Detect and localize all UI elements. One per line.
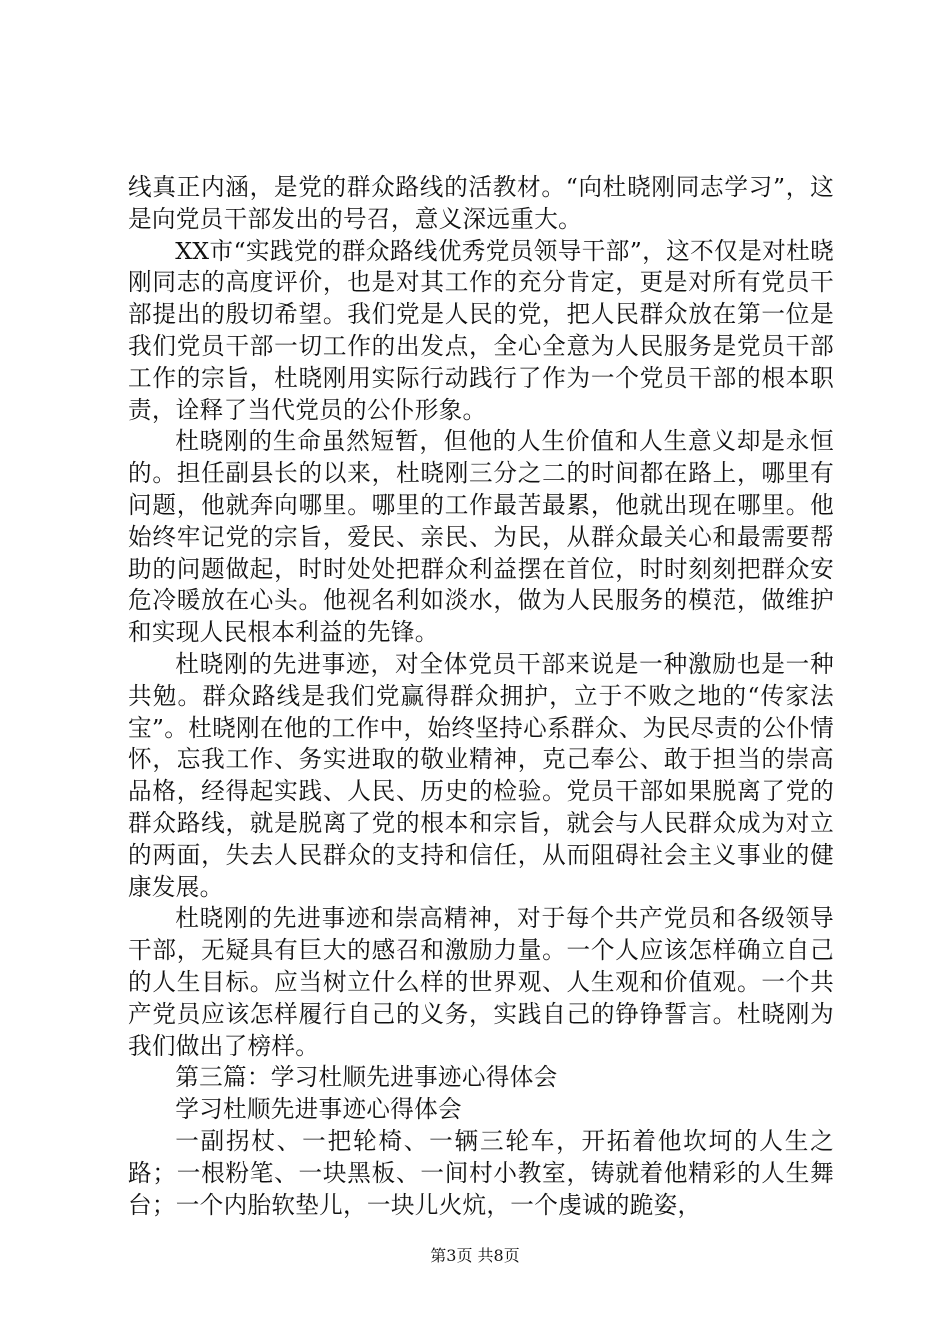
paragraph-life-value: 杜晓刚的生命虽然短暂，但他的人生价值和人生意义却是永恒的。担任副县长的以来，杜晓刚三分之二的时间都在路上，哪里有问题，他就奔向哪里。哪里的工作最苦最累，他就出现在哪里。他始终牢记党的宗旨，爱民、亲民、为民，从群众最关心和最需要帮助的问题做起，时时处处把群众利益摆在首位，时时刻刻把群众安危冷暖放在心头。他视名利如淡水，做为人民服务的模范，做维护和实现人民根本利益的先锋。 [128, 427, 834, 647]
section-heading: 第三篇：学习杜顺先进事迹心得体会 [175, 1063, 558, 1092]
paragraph-continuation: 线真正内涵，是党的群众路线的活教材。“向杜晓刚同志学习”，这是向党员干部发出的号召，意义深远重大。 [128, 173, 834, 233]
document-body [128, 172, 834, 1221]
paragraph-role-model: 杜晓刚的先进事迹和崇高精神，对于每个共产党员和各级领导干部，无疑具有巨大的感召和激励力量。一个人应该怎样确立自己的人生目标。应当树立什么样的世界观、人生观和价值观。一个共产党员应该怎样履行自己的义务，实践自己的铮铮誓言。杜晓刚为我们做出了榜样。 [128, 904, 834, 1060]
page-number-footer: 第3页 共8页 [430, 1246, 520, 1265]
article-title: 学习杜顺先进事迹心得体会 [175, 1095, 462, 1124]
paragraph-advanced-deeds: 杜晓刚的先进事迹，对全体党员干部来说是一种激励也是一种共勉。群众路线是我们党赢得群众拥护，立于不败之地的“传家法宝”。杜晓刚在他的工作中，始终坚持心系群众、为民尽责的公仆情怀，忘我工作、务实进取的敬业精神，克己奉公、敢于担当的崇高品格，经得起实践、人民、历史的检验。党员干部如果脱离了党的群众路线，就是脱离了党的根本和宗旨，就会与人民群众成为对立的两面，失去人民群众的支持和信任，从而阻碍社会主义事业的健康发展。 [128, 649, 834, 901]
paragraph-du-shun-intro: 一副拐杖、一把轮椅、一辆三轮车，开拓着他坎坷的人生之路；一根粉笔、一块黑板、一间村小教室，铸就着他精彩的人生舞台；一个内胎软垫儿，一块儿火炕，一个虔诚的跪姿， [128, 1126, 834, 1219]
paragraph-xx-city-honor: XX市“实践党的群众路线优秀党员领导干部”，这不仅是对杜晓刚同志的高度评价，也是对其工作的充分肯定，更是对所有党员干部提出的殷切希望。我们党是人民的党，把人民群众放在第一位是我们党员干部一切工作的出发点，全心全意为人民服务是党员干部工作的宗旨，杜晓刚用实际行动践行了作为一个党员干部的根本职责，诠释了当代党员的公仆形象。 [128, 236, 834, 424]
